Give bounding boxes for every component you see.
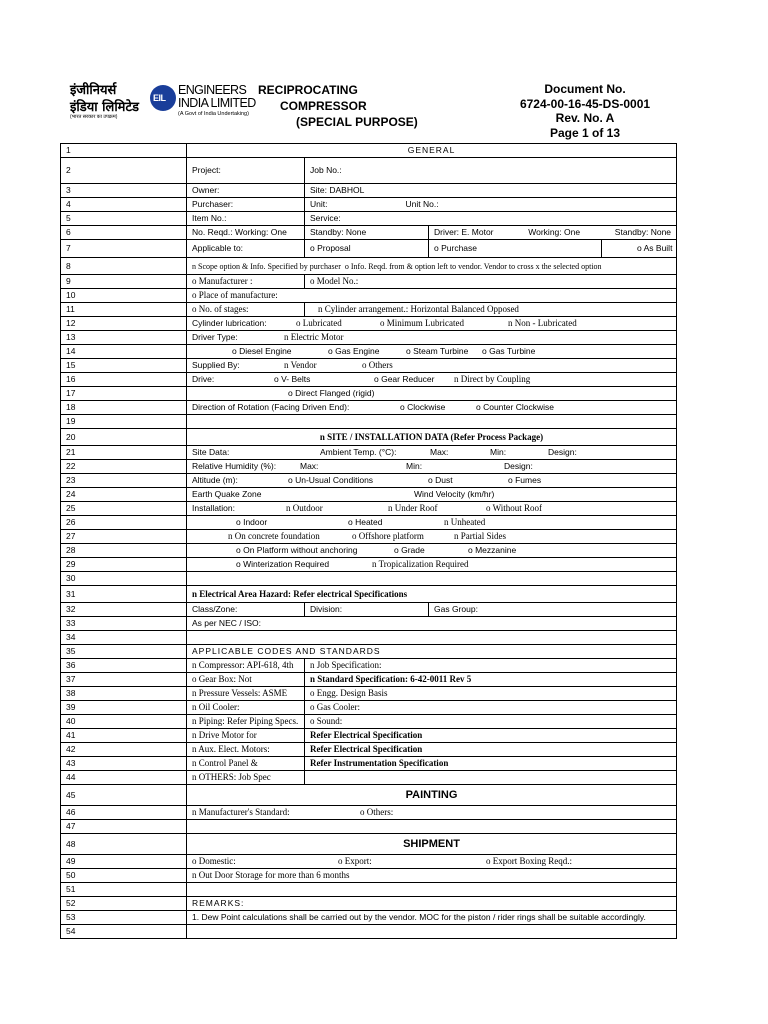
- unheated-option[interactable]: n Unheated: [444, 517, 486, 527]
- platform-without-anchoring-option[interactable]: o On Platform without anchoring: [236, 545, 358, 555]
- title-line3: (SPECIAL PURPOSE): [296, 115, 418, 129]
- table-row: [61, 258, 677, 275]
- scope-legend: [187, 258, 677, 275]
- direct-flanged-option[interactable]: o Direct Flanged (rigid): [288, 388, 375, 398]
- row-number: 5: [61, 212, 187, 226]
- row-number: 36: [61, 659, 187, 673]
- table-row: [61, 869, 677, 883]
- gas-turbine-option[interactable]: o Gas Turbine: [482, 346, 536, 356]
- humidity-label: Relative Humidity (%):: [192, 461, 277, 471]
- table-row: [61, 474, 677, 488]
- direct-flanged-row: [187, 387, 677, 401]
- row-number: 24: [61, 488, 187, 502]
- scope-purchaser-legend: n Scope option & Info. Specified by purchaser: [192, 261, 341, 271]
- row-number: 29: [61, 558, 187, 572]
- domestic-option[interactable]: o Domestic:: [192, 856, 236, 866]
- export-boxing-option[interactable]: o Export Boxing Reqd.:: [486, 856, 572, 866]
- table-row: [61, 415, 677, 429]
- no-reqd-field[interactable]: No. Reqd.: Working: One: [187, 226, 305, 240]
- row-number: 31: [61, 586, 187, 603]
- table-row: [61, 429, 677, 446]
- clockwise-option[interactable]: o Clockwise: [400, 402, 446, 412]
- table-row: [61, 289, 677, 303]
- applicable-to-label: Applicable to:: [187, 240, 305, 258]
- indoor-option[interactable]: o Indoor: [236, 517, 268, 527]
- row-number: 27: [61, 530, 187, 544]
- row-number: 6: [61, 226, 187, 240]
- table-row: [61, 645, 677, 659]
- gear-box-code-field[interactable]: o Gear Box: Not: [187, 673, 305, 687]
- row-number: 20: [61, 429, 187, 446]
- table-row: [61, 373, 677, 387]
- humidity-row: [187, 460, 677, 474]
- table-row: [61, 345, 677, 359]
- shipment-heading: SHIPMENT: [187, 834, 677, 855]
- manufacturers-standard-option[interactable]: n Manufacturer's Standard:: [192, 807, 290, 817]
- cylinder-arrangement-field[interactable]: [305, 303, 677, 317]
- driver-field[interactable]: [429, 226, 677, 240]
- platform-row: [187, 544, 677, 558]
- row-number: 16: [61, 373, 187, 387]
- table-row: [61, 198, 677, 212]
- logo-subtitle: (A Govt of India Undertaking): [178, 111, 249, 117]
- table-row: [61, 488, 677, 502]
- driver-options-row: [187, 345, 677, 359]
- table-row: [61, 883, 677, 897]
- document-header: [0, 78, 768, 142]
- altitude-row: [187, 474, 677, 488]
- model-no-field[interactable]: o Model No.:: [305, 275, 677, 289]
- row-number: 25: [61, 502, 187, 516]
- altitude-label: Altitude (m):: [192, 475, 238, 485]
- row-number: 30: [61, 572, 187, 586]
- installation-label: Installation:: [192, 503, 235, 513]
- pressure-vessels-code-field[interactable]: n Pressure Vessels: ASME: [187, 687, 305, 701]
- row-number: 21: [61, 446, 187, 460]
- row-number: 35: [61, 645, 187, 659]
- unit-field[interactable]: [305, 198, 677, 212]
- driver-standby-label: Standby: None: [614, 227, 672, 237]
- empty-cell: [187, 820, 677, 834]
- ambient-temp-label: Ambient Temp. (°C):: [320, 447, 397, 457]
- revision-number: Rev. No. A: [555, 111, 615, 125]
- table-row: [61, 387, 677, 401]
- control-panel-code-field[interactable]: n Control Panel &: [187, 757, 305, 771]
- row-number: 45: [61, 785, 187, 806]
- document-info: [505, 82, 665, 140]
- remarks-heading: REMARKS:: [187, 897, 677, 911]
- logo-english-line2: INDIA LIMITED: [178, 96, 256, 110]
- table-row: [61, 729, 677, 743]
- nec-iso-field[interactable]: As per NEC / ISO:: [187, 617, 677, 631]
- drive-row: [187, 373, 677, 387]
- row-number: 49: [61, 855, 187, 869]
- table-row: [61, 158, 677, 184]
- without-roof-option[interactable]: o Without Roof: [486, 503, 542, 513]
- others-code-field[interactable]: n OTHERS: Job Spec: [187, 771, 305, 785]
- row-number: 17: [61, 387, 187, 401]
- row-number: 52: [61, 897, 187, 911]
- table-row: [61, 212, 677, 226]
- table-row: [61, 743, 677, 757]
- row-number: 15: [61, 359, 187, 373]
- row-number: 23: [61, 474, 187, 488]
- table-row: [61, 631, 677, 645]
- indoor-row: [187, 516, 677, 530]
- export-option[interactable]: o Export:: [338, 856, 372, 866]
- table-row: [61, 516, 677, 530]
- lubricated-option[interactable]: o Lubricated: [296, 318, 342, 328]
- driver-label: Driver: E. Motor: [434, 227, 494, 237]
- offshore-platform-option[interactable]: o Offshore platform: [352, 531, 424, 541]
- ambient-max-field[interactable]: Max:: [430, 447, 449, 457]
- doc-label: Document No.: [544, 82, 626, 96]
- supplied-by-row: [187, 359, 677, 373]
- table-row: [61, 544, 677, 558]
- purchaser-field[interactable]: Purchaser:: [187, 198, 305, 212]
- compressor-code-field[interactable]: n Compressor: API-618, 4th: [187, 659, 305, 673]
- steam-turbine-option[interactable]: o Steam Turbine: [406, 346, 469, 356]
- electrical-area-hazard-heading: n Electrical Area Hazard: Refer electrical Specifications: [187, 586, 677, 603]
- row-number: 53: [61, 911, 187, 925]
- remark-1: 1. Dew Point calculations shall be carried out by the vendor. MOC for the piston / rider rings shall be suitable accordingly.: [187, 911, 677, 925]
- cylinder-arrangement-label: n Cylinder arrangement.: Horizontal Balanced Opposed: [318, 304, 519, 314]
- table-row: [61, 687, 677, 701]
- table-row: [61, 226, 677, 240]
- table-row: [61, 911, 677, 925]
- table-row: [61, 715, 677, 729]
- unusual-conditions-option[interactable]: o Un-Usual Conditions: [288, 475, 374, 485]
- table-row: [61, 446, 677, 460]
- table-row: [61, 617, 677, 631]
- shipment-row: [187, 855, 677, 869]
- rotation-direction-row: [187, 401, 677, 415]
- doc-number: 6724-00-16-45-DS-0001: [519, 96, 651, 111]
- driver-working-label: Working: One: [528, 227, 581, 237]
- rotation-direction-label: Direction of Rotation (Facing Driven End):: [192, 402, 350, 412]
- empty-cell: [187, 925, 677, 939]
- standard-specification-field[interactable]: n Standard Specification: 6-42-0011 Rev 5: [305, 673, 677, 687]
- table-row: [61, 558, 677, 572]
- humidity-max-field[interactable]: Max:: [300, 461, 319, 471]
- division-field[interactable]: Division:: [305, 603, 429, 617]
- humidity-min-field[interactable]: Min:: [406, 461, 423, 471]
- table-row: [61, 586, 677, 603]
- installation-row: [187, 502, 677, 516]
- row-number: 44: [61, 771, 187, 785]
- table-row: [61, 673, 677, 687]
- table-row: [61, 275, 677, 289]
- table-row: [61, 359, 677, 373]
- table-row: [61, 897, 677, 911]
- oil-cooler-field[interactable]: n Oil Cooler:: [187, 701, 305, 715]
- gas-group-field[interactable]: Gas Group:: [429, 603, 677, 617]
- row-number: 37: [61, 673, 187, 687]
- table-row: [61, 460, 677, 474]
- row-number: 1: [61, 144, 187, 158]
- empty-cell: [305, 771, 677, 785]
- table-row: [61, 757, 677, 771]
- proposal-option[interactable]: o Proposal: [305, 240, 429, 258]
- gas-engine-option[interactable]: o Gas Engine: [328, 346, 380, 356]
- row-number: 54: [61, 925, 187, 939]
- painting-others-option[interactable]: o Others:: [360, 807, 394, 817]
- table-row: [61, 603, 677, 617]
- cylinder-lubrication-row: [187, 317, 677, 331]
- drive-motor-code-field[interactable]: n Drive Motor for: [187, 729, 305, 743]
- as-built-label: o As Built: [637, 243, 673, 253]
- owner-field[interactable]: Owner:: [187, 184, 305, 198]
- table-row: [61, 502, 677, 516]
- tropicalization-option[interactable]: n Tropicalization Required: [372, 559, 469, 569]
- row-number: 11: [61, 303, 187, 317]
- counter-clockwise-option[interactable]: o Counter Clockwise: [476, 402, 554, 412]
- table-row: [61, 806, 677, 820]
- foundation-row: [187, 530, 677, 544]
- logo-english-text: [178, 84, 256, 110]
- row-number: 51: [61, 883, 187, 897]
- table-row: [61, 331, 677, 345]
- sound-field[interactable]: o Sound:: [305, 715, 677, 729]
- project-field[interactable]: Project:: [187, 158, 305, 184]
- table-row: [61, 303, 677, 317]
- drive-motor-spec-field[interactable]: Refer Electrical Specification: [305, 729, 677, 743]
- scope-vendor-legend: o Info. Reqd. from & option left to vendor. Vendor to cross x the selected option: [344, 261, 602, 271]
- row-number: 4: [61, 198, 187, 212]
- job-specification-field[interactable]: n Job Specification:: [305, 659, 677, 673]
- table-row: [61, 240, 677, 258]
- row-number: 48: [61, 834, 187, 855]
- site-installation-heading: n SITE / INSTALLATION DATA (Refer Process Package): [187, 429, 677, 446]
- row-number: 2: [61, 158, 187, 184]
- standby-field[interactable]: Standby: None: [305, 226, 429, 240]
- partial-sides-option[interactable]: n Partial Sides: [454, 531, 506, 541]
- outdoor-storage-option[interactable]: n Out Door Storage for more than 6 months: [187, 869, 677, 883]
- datasheet-table: [60, 143, 677, 939]
- place-of-manufacture-field[interactable]: o Place of manufacture:: [187, 289, 677, 303]
- logo-english-line1: ENGINEERS: [178, 83, 247, 97]
- under-roof-option[interactable]: n Under Roof: [388, 503, 438, 513]
- unit-no-label: Unit No.:: [405, 199, 439, 209]
- table-row: [61, 785, 677, 806]
- minimum-lubricated-option[interactable]: o Minimum Lubricated: [380, 318, 464, 328]
- vendor-option[interactable]: n Vendor: [284, 360, 317, 370]
- row-number: 7: [61, 240, 187, 258]
- empty-cell: [187, 572, 677, 586]
- aux-motors-spec-field[interactable]: Refer Electrical Specification: [305, 743, 677, 757]
- row-number: 34: [61, 631, 187, 645]
- ambient-design-field[interactable]: Design:: [548, 447, 577, 457]
- driver-type-label: Driver Type:: [192, 332, 238, 342]
- row-number: 12: [61, 317, 187, 331]
- unit-label: Unit:: [310, 199, 328, 209]
- heated-option[interactable]: o Heated: [348, 517, 383, 527]
- logo-hindi-line1: इंजीनियर्स: [70, 83, 117, 98]
- row-number: 33: [61, 617, 187, 631]
- outdoor-option[interactable]: n Outdoor: [286, 503, 323, 513]
- painting-row: [187, 806, 677, 820]
- table-row: [61, 144, 677, 158]
- cylinder-lubrication-label: Cylinder lubrication:: [192, 318, 267, 328]
- row-number: 40: [61, 715, 187, 729]
- winterization-option[interactable]: o Winterization Required: [236, 559, 330, 569]
- row-number: 22: [61, 460, 187, 474]
- winterization-row: [187, 558, 677, 572]
- table-row: [61, 925, 677, 939]
- logo-hindi-line2: इंडिया लिमिटेड: [70, 100, 139, 115]
- row-number: 43: [61, 757, 187, 771]
- as-built-option[interactable]: [602, 240, 677, 258]
- table-row: [61, 401, 677, 415]
- item-no-field[interactable]: Item No.:: [187, 212, 305, 226]
- table-row: [61, 659, 677, 673]
- table-row: [61, 820, 677, 834]
- empty-cell: [187, 883, 677, 897]
- row-number: 3: [61, 184, 187, 198]
- empty-cell: [187, 631, 677, 645]
- gear-reducer-option[interactable]: o Gear Reducer: [374, 374, 435, 384]
- row-number: 47: [61, 820, 187, 834]
- service-field[interactable]: Service:: [305, 212, 677, 226]
- row-number: 41: [61, 729, 187, 743]
- class-zone-field[interactable]: Class/Zone:: [187, 603, 305, 617]
- row-number: 19: [61, 415, 187, 429]
- table-row: [61, 572, 677, 586]
- table-row: [61, 530, 677, 544]
- concrete-foundation-option[interactable]: n On concrete foundation: [228, 531, 320, 541]
- row-number: 50: [61, 869, 187, 883]
- engg-design-basis-field[interactable]: o Engg. Design Basis: [305, 687, 677, 701]
- others-option[interactable]: o Others: [362, 360, 393, 370]
- non-lubricated-option[interactable]: n Non - Lubricated: [508, 318, 577, 328]
- row-number: 38: [61, 687, 187, 701]
- table-row: [61, 184, 677, 198]
- row-number: 42: [61, 743, 187, 757]
- row-number: 32: [61, 603, 187, 617]
- logo-emblem-icon: [150, 85, 176, 111]
- title-line1: RECIPROCATING: [258, 83, 358, 97]
- grade-option[interactable]: o Grade: [394, 545, 425, 555]
- row-number: 28: [61, 544, 187, 558]
- painting-heading: PAINTING: [187, 785, 677, 806]
- humidity-design-field[interactable]: Design:: [504, 461, 533, 471]
- diesel-engine-option[interactable]: o Diesel Engine: [232, 346, 292, 356]
- row-number: 46: [61, 806, 187, 820]
- site-data-label: Site Data:: [192, 447, 230, 457]
- job-no-field[interactable]: Job No.:: [305, 158, 677, 184]
- drive-label: Drive:: [192, 374, 215, 384]
- row-number: 13: [61, 331, 187, 345]
- dust-option[interactable]: o Dust: [428, 475, 453, 485]
- logo-emblem-text: EIL: [153, 93, 166, 103]
- codes-standards-heading: APPLICABLE CODES AND STANDARDS: [187, 645, 677, 659]
- fumes-option[interactable]: o Fumes: [508, 475, 542, 485]
- aux-motors-code-field[interactable]: n Aux. Elect. Motors:: [187, 743, 305, 757]
- direct-coupling-option[interactable]: n Direct by Coupling: [454, 374, 531, 384]
- company-logo: [70, 82, 260, 124]
- wind-velocity-field[interactable]: Wind Velocity (km/hr): [414, 489, 495, 499]
- piping-code-field[interactable]: n Piping: Refer Piping Specs.: [187, 715, 305, 729]
- table-row: [61, 834, 677, 855]
- control-panel-spec-field[interactable]: Refer Instrumentation Specification: [305, 757, 677, 771]
- row-number: 8: [61, 258, 187, 275]
- earthquake-zone-field[interactable]: Earth Quake Zone: [192, 489, 262, 499]
- site-field[interactable]: Site: DABHOL: [305, 184, 677, 198]
- table-row: [61, 701, 677, 715]
- logo-hindi-subtext: (भारत सरकार का उपक्रम): [70, 114, 118, 120]
- supplied-by-label: Supplied By:: [192, 360, 240, 370]
- earthquake-row: [187, 488, 677, 502]
- table-row: [61, 855, 677, 869]
- empty-cell: [187, 415, 677, 429]
- row-number: 14: [61, 345, 187, 359]
- row-number: 39: [61, 701, 187, 715]
- gas-cooler-field[interactable]: o Gas Cooler:: [305, 701, 677, 715]
- ambient-min-field[interactable]: Min:: [490, 447, 507, 457]
- v-belts-option[interactable]: o V- Belts: [274, 374, 311, 384]
- table-row: [61, 317, 677, 331]
- no-of-stages-field[interactable]: o No. of stages:: [187, 303, 305, 317]
- manufacturer-field[interactable]: o Manufacturer :: [187, 275, 305, 289]
- row-number: 18: [61, 401, 187, 415]
- section-general: GENERAL: [187, 144, 677, 158]
- site-data-row: [187, 446, 677, 460]
- mezzanine-option[interactable]: o Mezzanine: [468, 545, 517, 555]
- table-row: [61, 771, 677, 785]
- purchase-option[interactable]: o Purchase: [429, 240, 602, 258]
- row-number: 9: [61, 275, 187, 289]
- document-title: [258, 82, 418, 130]
- row-number: 26: [61, 516, 187, 530]
- page-number: Page 1 of 13: [549, 125, 621, 140]
- driver-type-row: [187, 331, 677, 345]
- electric-motor-option[interactable]: n Electric Motor: [284, 332, 344, 342]
- row-number: 10: [61, 289, 187, 303]
- title-line2: COMPRESSOR: [280, 99, 367, 113]
